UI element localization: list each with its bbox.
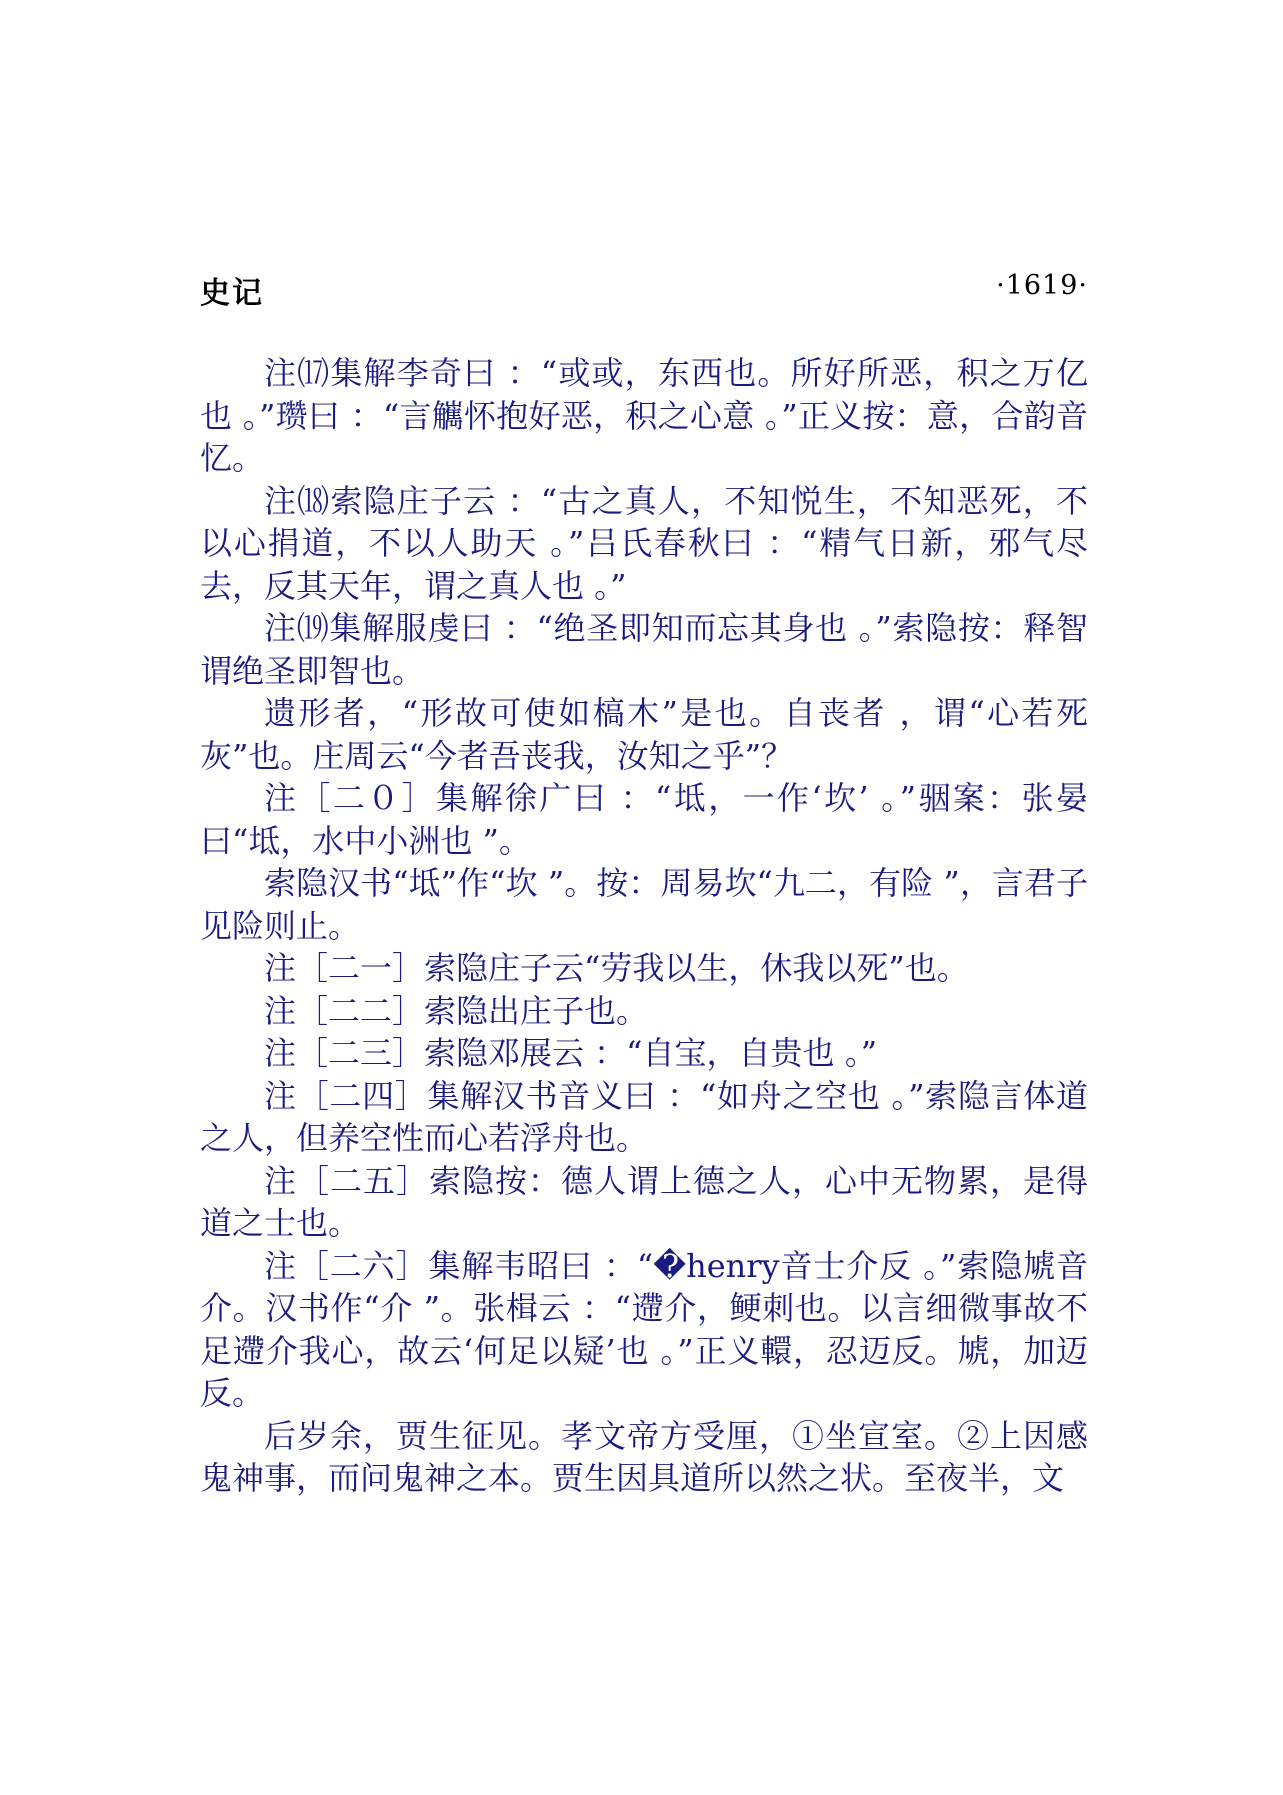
paragraph-commentary: 遗形者，“形故可使如槁木”是也。自丧者 ，谓“心若死灰”也。庄周云“今者吾丧我，汝知之乎”？ <box>200 694 1088 775</box>
paragraph-note-23: 注［二三］索隐邓展云 ：“自宝，自贵也 。” <box>264 1034 878 1072</box>
paragraph-note-26: 注［二六］集解韦昭曰 ：“�henry音士介反 。”索隐虓音介。汉书作“介 ”。张楫云 ：“遰介，鲠刺也。以言细微事故不足遰介我心，故云‘何足以疑’也 。”正义轘，忍迈反。虓，加迈反。 <box>200 1246 1088 1412</box>
book-title: 史记 <box>200 276 264 311</box>
paragraph-main-text: 后岁余，贾生征见。孝文帝方受厘，①坐宣室。②上因感鬼神事，而问鬼神之本。贾生因具道所以然之状。至夜半，文 <box>200 1416 1088 1497</box>
paragraph-note-18: 注⒅索隐庄子云 ：“古之真人，不知悦生，不知恶死，不以心捐道，不以人助天 。”吕氏春秋曰 ：“精气日新，邪气尽去，反其天年，谓之真人也 。” <box>200 481 1088 605</box>
paragraph-note-17: 注⒄集解李奇曰 ：“或或，东西也。所好所恶，积之万亿也 。”瓒曰 ：“言觽怀抱好恶，积之心意 。”正义按：意，合韵音忆。 <box>200 354 1088 477</box>
paragraph-note-25: 注［二五］索隐按：德人谓上德之人，心中无物累，是得道之士也。 <box>200 1161 1088 1242</box>
page-number: ·1619· <box>996 270 1088 301</box>
page-header <box>200 268 1088 311</box>
paragraph-note-24: 注［二四］集解汉书音义曰 ：“如舟之空也 。”索隐言体道之人，但养空性而心若浮舟也。 <box>200 1076 1088 1157</box>
paragraph-suoyin: 索隐汉书“坻”作“坎 ”。按：周易坎“九二，有险 ”，言君子见险则止。 <box>200 864 1088 945</box>
paragraph-note-20: 注［二０］集解徐广曰 ：“坻，一作‘坎’ 。”骃案：张晏曰“坻，水中小洲也 ”。 <box>200 779 1088 860</box>
paragraph-note-22: 注［二二］索隐出庄子也。 <box>264 991 649 1030</box>
body-text <box>200 352 1088 1500</box>
paragraph-note-19: 注⒆集解服虔曰 ：“绝圣即知而忘其身也 。”索隐按：释智谓绝圣即智也。 <box>200 609 1088 690</box>
paragraph-note-21: 注［二一］索隐庄子云“劳我以生，休我以死”也。 <box>264 949 969 987</box>
